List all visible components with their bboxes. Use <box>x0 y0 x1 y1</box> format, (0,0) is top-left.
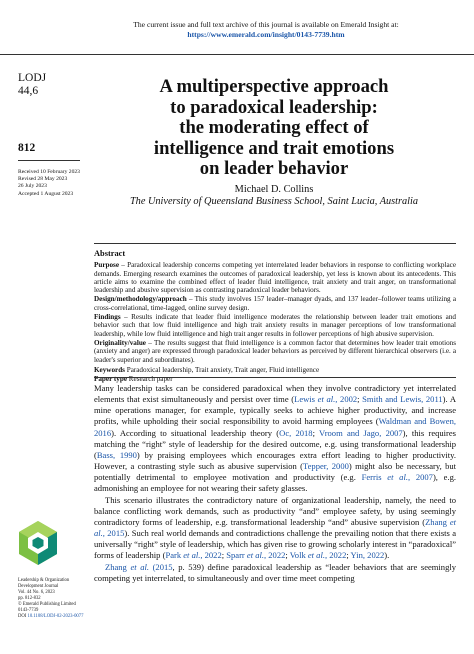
author-affiliation: The University of Queensland Business School, Saint Lucia, Australia <box>129 196 419 207</box>
paper-type-label: Paper type <box>94 375 127 384</box>
body-text-run: ). Such real world demands and contradictions challenge the prevailing notion that there exists a universally “right” style of leadership, which has given rise to growing scholarly interest in “paradoxical” forms of leadership ( <box>94 528 456 561</box>
title-line: on leader behavior <box>199 158 349 179</box>
date-accepted: Accepted 1 August 2023 <box>18 190 74 197</box>
body-text-run: ). <box>384 550 390 561</box>
citation-link[interactable]: , 2022 <box>324 550 347 561</box>
citation-link[interactable]: Park <box>165 550 184 561</box>
page-number: 812 <box>18 142 36 154</box>
doi-link[interactable]: 10.1108/LODJ-02-2023-0077 <box>27 614 84 619</box>
citation-link[interactable]: Volk <box>289 550 308 561</box>
body-text-run: ) might also be necessary, but potentially detrimental to employee motivation and productivity (e.g. <box>94 461 456 483</box>
body-text-run: Many leadership tasks can be considered paradoxical when they involve contradictory yet interrelated elements that exist simultaneously and persist over time ( <box>94 383 456 405</box>
side-rule <box>18 160 80 161</box>
title-line: A multiperspective approach <box>159 76 389 97</box>
title-line: the moderating effect of <box>179 117 369 138</box>
archive-link[interactable]: https://www.emerald.com/insight/0143-7739.htm <box>187 30 345 39</box>
journal-abbr: LODJ <box>18 72 47 84</box>
pub-line: © Emerald Publishing Limited <box>18 602 76 607</box>
body-text-run: ; <box>221 550 227 561</box>
doi-line <box>18 614 83 620</box>
citation-link[interactable]: Vroom and Jago, 2007 <box>319 427 403 438</box>
pub-line: 0143-7739 <box>18 608 39 613</box>
emerald-logo-icon <box>18 520 58 566</box>
abstract-keywords <box>94 366 456 374</box>
citation-link[interactable]: et al. <box>246 550 264 561</box>
date-received: Received 10 February 2023 <box>18 169 80 175</box>
abstract-originality <box>94 339 456 364</box>
citation-link[interactable]: Ferris <box>361 472 388 483</box>
abstract-design <box>94 295 456 312</box>
citation-link[interactable]: et al. <box>130 561 149 572</box>
body-text-run: ) by praising employees which encourages extra effort leading to higher productivity. However, a contrasting style such as abusive supervision ( <box>94 449 457 472</box>
paper-type-text: Research paper <box>127 375 173 384</box>
citation-link[interactable]: , 2002 <box>335 394 358 405</box>
citation-link[interactable]: , 2022 <box>200 550 222 561</box>
citation-link[interactable]: et al. <box>307 550 325 561</box>
citation-link[interactable]: Oc, 2018 <box>279 427 313 438</box>
header-rule <box>0 54 474 55</box>
citation-link[interactable]: Lewis <box>294 394 318 405</box>
abstract-purpose <box>94 261 456 294</box>
abstract-heading: Abstract <box>94 249 126 258</box>
body-text-run: ). A mine operations manager, for example, typically seeks to achieve higher productivity, and increase profits, while upholding their social responsibility to avoid harming employees ( <box>94 394 456 427</box>
citation-link[interactable]: , 2022 <box>264 550 286 561</box>
findings-label: Findings <box>94 313 121 322</box>
citation-link[interactable]: et al. <box>183 550 201 561</box>
abstract-bottom-rule <box>94 377 456 378</box>
pub-line: Leadership & Organization <box>18 578 70 583</box>
pub-line: Development Journal <box>18 584 59 589</box>
citation-link[interactable]: Zhang <box>105 561 131 572</box>
body-paragraph <box>94 495 456 562</box>
abstract-top-rule <box>94 243 456 244</box>
body-text-run: ). According to situational leadership theory ( <box>111 427 280 438</box>
citation-link[interactable]: (2015 <box>148 561 173 572</box>
body-text-run: ), e.g. admonishing an employee for not wearing their safety glasses. <box>94 472 457 494</box>
pub-line: Vol. 44 No. 6, 2023 <box>18 590 55 595</box>
archive-notice <box>86 20 446 40</box>
abstract-findings <box>94 313 456 338</box>
originality-text: – The results suggest that fluid intelligence is a common factor that determines how leader trait emotions (anxiety and anger) are expressed through paradoxical leader behaviors as perceived by different hierarchical observers (i.e. a leader's superior and subordinates). <box>94 338 456 364</box>
date-revised: Revised 28 May 2023 <box>18 176 68 183</box>
title-line: to paradoxical leadership: <box>170 96 378 118</box>
citation-link[interactable]: et al. <box>387 472 408 483</box>
design-text: – This study involves 157 leader–manager dyads, and 137 leader–follower teams utilizing a cross-correlational, time-lagged, online survey design. <box>94 295 456 312</box>
citation-link[interactable]: Yin, 2022 <box>350 550 385 561</box>
abstract <box>94 250 456 384</box>
doi-label: DOI <box>18 614 28 619</box>
date-revised-2: 26 July 2023 <box>18 183 47 190</box>
citation-link[interactable]: et al. <box>317 394 336 405</box>
journal-info <box>18 72 46 98</box>
purpose-label: Purpose <box>94 261 119 270</box>
citation-link[interactable]: , 2015 <box>102 528 125 539</box>
author-name: Michael D. Collins <box>234 184 314 195</box>
keywords-text: Paradoxical leadership, Trait anxiety, Trait anger, Fluid intelligence <box>124 365 320 374</box>
purpose-text: – Paradoxical leadership concerns competing yet interrelated leader behaviors in response to conflicting workplace demands. Emerging research examines the outcomes of paradoxical leadership, yet less is known about its antecedents. This article aims to examine the combined effect of leader fluid intelligence, trait anxiety and trait anger, on transformational leadership and abusive supervision as contrasting paradoxical leader behaviors. <box>94 261 456 295</box>
design-label: Design/methodology/approach <box>94 295 187 304</box>
archive-text: The current issue and full text archive of this journal is available on Emerald Insight at: <box>133 20 399 29</box>
citation-link[interactable]: Bass, 1990 <box>96 449 137 460</box>
body-text-run: ; <box>346 550 351 561</box>
body-paragraph <box>94 562 456 584</box>
keywords-label: Keywords <box>94 365 125 374</box>
citation-link[interactable]: , 2007 <box>407 472 433 483</box>
body-paragraph <box>94 383 456 495</box>
publisher-info <box>18 578 83 620</box>
findings-text: – Results indicate that leader fluid intelligence moderates the relationship between leader trait emotions and behavior such that low fluid intelligence and high trait anxiety results in manager perceptions of low transformational leadership, while low fluid intelligence and high trait anger results in follower perceptions of high abusive supervision. <box>94 313 456 338</box>
body-text-run: ; <box>312 427 320 438</box>
citation-link[interactable]: Sparr <box>226 550 247 561</box>
journal-volume: 44,6 <box>18 85 39 97</box>
body-text-run: , p. 539) define paradoxical leadership as “leader behaviors that are seemingly competing yet interrelated, to simultaneously and over time meet competing <box>94 561 456 583</box>
originality-label: Originality/value <box>94 338 146 347</box>
citation-link[interactable]: Tepper, 2000 <box>303 461 349 472</box>
body-text-run: ), this requires matching the “right” style of leadership for the desired outcome, e.g. using transformational leadership ( <box>94 427 456 460</box>
pub-line: pp. 812-832 <box>18 596 41 601</box>
body-text <box>94 383 456 584</box>
citation-link[interactable]: Zhang <box>425 516 450 527</box>
body-text-run: ; <box>357 394 363 405</box>
body-text-run: This scenario illustrates the contradictory nature of organizational leadership, namely, the need to balance conflicting work demands, such as productivity “and” employee safety, by using seemingly contradictory forms of leadership, e.g. transformational leadership “and” abusive supervision ( <box>94 494 456 527</box>
citation-link[interactable]: et al. <box>94 516 456 539</box>
body-text-run: ; <box>285 550 290 561</box>
citation-link[interactable]: Smith and Lewis, 2011 <box>362 394 443 405</box>
article-title <box>88 77 460 180</box>
citation-link[interactable]: Waldman and Bowen, 2016 <box>94 416 456 438</box>
title-line: intelligence and trait emotions <box>153 137 395 159</box>
article-dates <box>18 169 80 198</box>
